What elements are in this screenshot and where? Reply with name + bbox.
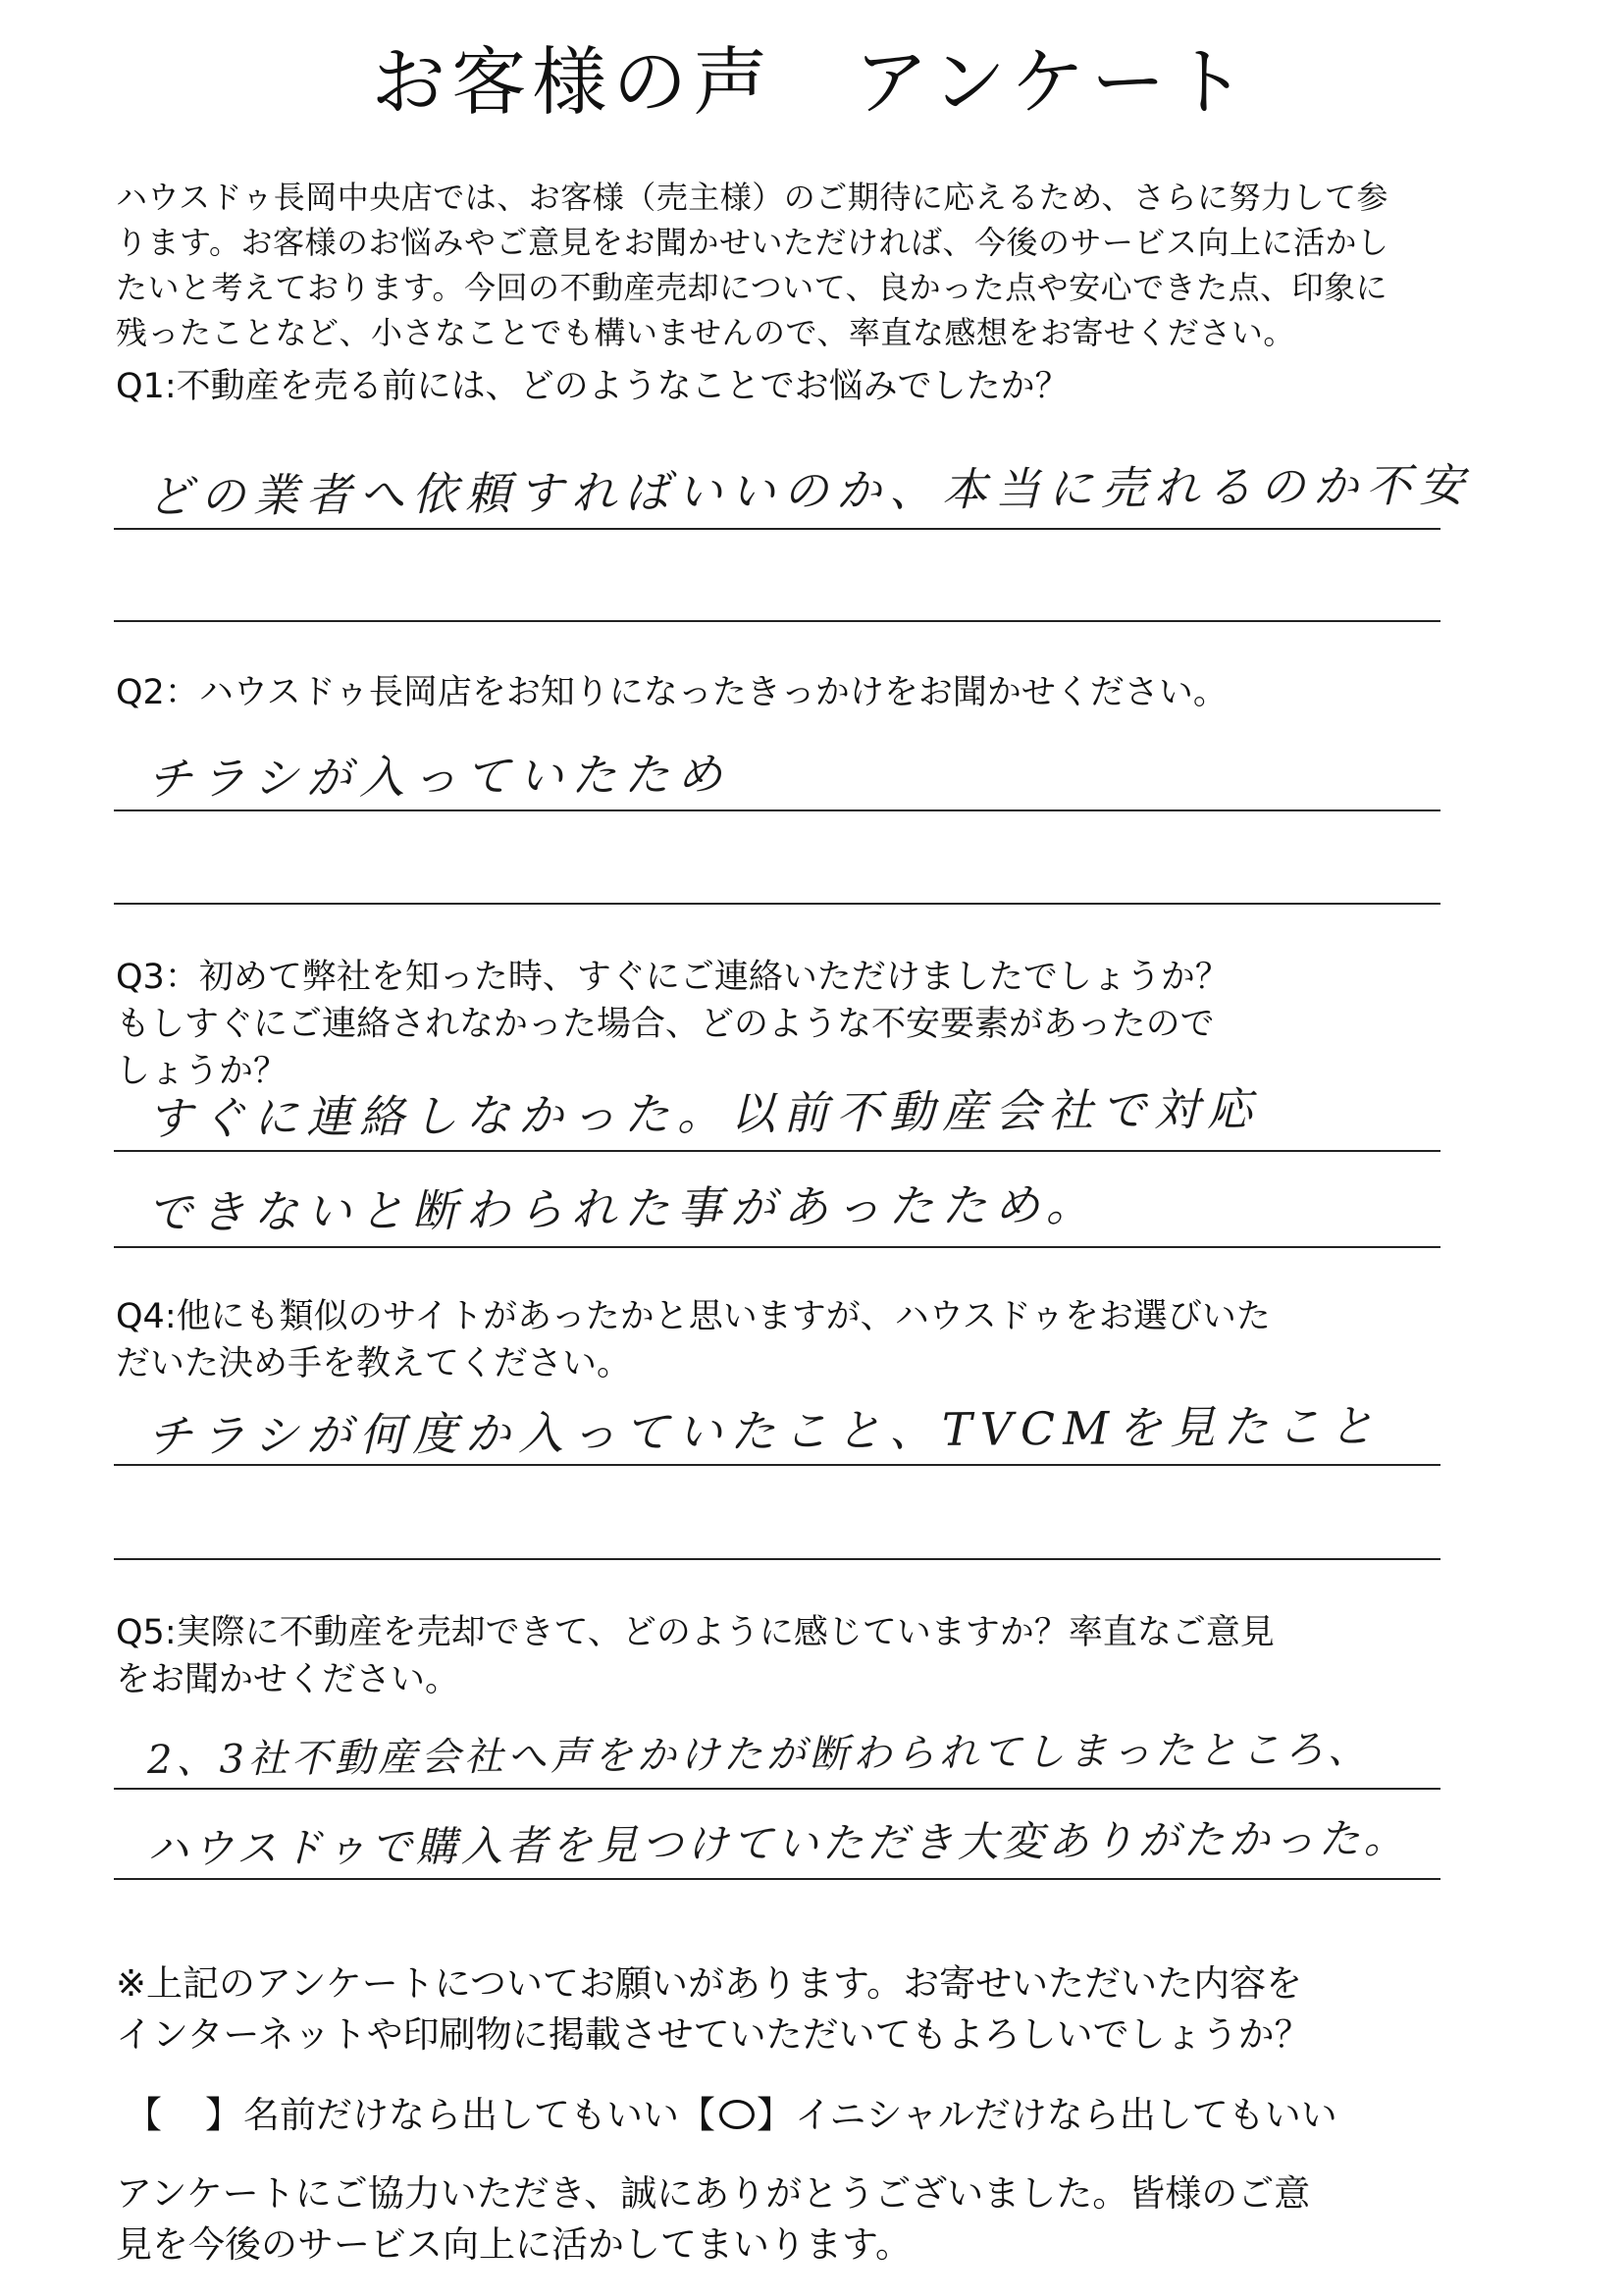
answer-4-rule-2 bbox=[114, 1558, 1440, 1560]
answer-3-line-2: できないと断わられた事があったため。 bbox=[146, 1177, 1099, 1239]
selected-circle-icon[interactable] bbox=[719, 2100, 755, 2129]
publication-notice bbox=[116, 1958, 1470, 2061]
answer-2-rule-2 bbox=[114, 903, 1440, 905]
answer-5-rule-1 bbox=[114, 1788, 1440, 1790]
question-1-text: Q1:不動産を売る前には、どのようなことでお悩みでしたか？ bbox=[116, 367, 1070, 406]
intro-line: たいと考えております。今回の不動産売却について、良かった点や安心できた点、印象に bbox=[116, 269, 1388, 306]
closing-message bbox=[116, 2168, 1470, 2270]
answer-2-rule-1 bbox=[114, 809, 1440, 811]
intro-line: ハウスドゥ長岡中央店では、お客様（売主様）のご期待に応えるため、さらに努力して参 bbox=[116, 179, 1388, 216]
answer-3-rule-1 bbox=[114, 1150, 1440, 1152]
answer-2-line-1: チラシが入っていたため bbox=[146, 747, 731, 806]
answer-3-line-1: すぐに連絡しなかった。以前不動産会社で対応 bbox=[146, 1082, 1261, 1145]
answer-1-rule-2 bbox=[114, 620, 1440, 622]
consent-options bbox=[126, 2090, 1337, 2141]
intro-line: ります。お客様のお悩みやご意見をお聞かせいただければ、今後のサービス向上に活かし bbox=[116, 224, 1389, 261]
answer-4-line-2 bbox=[147, 1484, 1442, 1495]
option-1-label: 名前だけなら出してもいい bbox=[243, 2094, 679, 2136]
answer-2-line-2 bbox=[147, 828, 1442, 840]
answer-1-line-1: どの業者へ依頼すればいいのか、本当に売れるのか不安 bbox=[146, 458, 1473, 523]
intro-line: 残ったことなど、小さなことでも構いませんので、率直な感想をお寄せください。 bbox=[116, 314, 1295, 351]
question-5-text-line: Q5:実際に不動産を売却できて、どのように感じていますか？率直なご意見 bbox=[116, 1613, 1275, 1652]
answer-4-rule-1 bbox=[114, 1464, 1440, 1466]
notice-line: インターネットや印刷物に掲載させていただいてもよろしいでしょうか？ bbox=[116, 2013, 1311, 2056]
survey-title: お客様の声 アンケート bbox=[371, 38, 1252, 126]
answer-1-rule-1 bbox=[114, 528, 1440, 530]
answer-1-line-2 bbox=[147, 548, 1442, 559]
option-2-bracket-close[interactable]: 】 bbox=[757, 2094, 795, 2136]
question-4-text-line: Q4:他にも類似のサイトがあったかと思いますが、ハウスドゥをお選びいた bbox=[116, 1297, 1271, 1336]
question-1 bbox=[116, 363, 1450, 410]
question-5-text-line: をお聞かせください。 bbox=[116, 1660, 460, 1699]
answer-3-rule-2 bbox=[114, 1246, 1440, 1248]
question-4 bbox=[116, 1293, 1450, 1387]
answer-4-line-1: チラシが何度か入っていたこと、TVCMを見たこと bbox=[146, 1399, 1383, 1463]
answer-5-line-2: ハウスドゥで購入者を見つけていただき大変ありがたかった。 bbox=[146, 1813, 1409, 1873]
question-2-text: Q2：ハウスドゥ長岡店をお知りになったきっかけをお聞かせください。 bbox=[116, 673, 1228, 712]
option-1-bracket-open[interactable]: 【 bbox=[126, 2094, 164, 2136]
question-3-text-line: しょうか？ bbox=[116, 1052, 288, 1091]
question-2 bbox=[116, 669, 1450, 716]
question-4-text-line: だいた決め手を教えてください。 bbox=[116, 1344, 632, 1383]
notice-line: ※上記のアンケートについてお願いがあります。お寄せいただいた内容を bbox=[116, 1962, 1303, 2005]
question-3-text-line: Q3：初めて弊社を知った時、すぐにご連絡いただけましたでしょうか？ bbox=[116, 958, 1230, 997]
option-1-bracket-close[interactable]: 】 bbox=[205, 2094, 243, 2136]
answer-5-line-1: 2、3社不動産会社へ声をかけたが断わられてしまったところ、 bbox=[146, 1727, 1372, 1783]
closing-line: 見を今後のサービス向上に活かしてまいります。 bbox=[116, 2223, 913, 2266]
question-3-text-line: もしすぐにご連絡されなかった場合、どのような不安要素があったので bbox=[116, 1005, 1215, 1044]
question-5 bbox=[116, 1609, 1450, 1703]
option-2-bracket-open[interactable]: 【 bbox=[679, 2094, 717, 2136]
intro-paragraph bbox=[116, 175, 1450, 355]
answer-5-rule-2 bbox=[114, 1878, 1440, 1880]
option-2-label: イニシャルだけなら出してもいい bbox=[795, 2094, 1337, 2136]
closing-line: アンケートにご協力いただき、誠にありがとうございました。皆様のご意 bbox=[116, 2172, 1311, 2215]
